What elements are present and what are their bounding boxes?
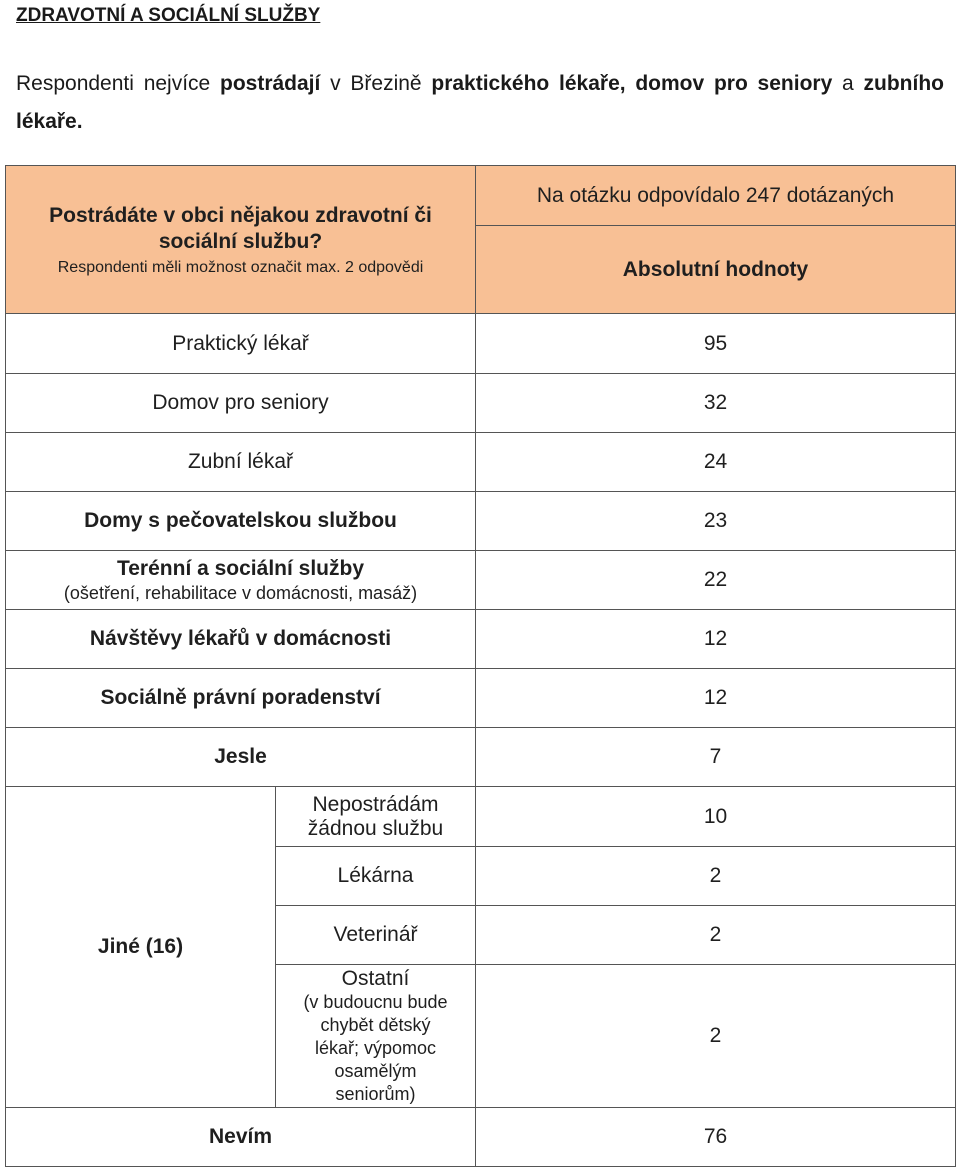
table-row [6, 374, 956, 433]
section-heading: ZDRAVOTNÍ A SOCIÁLNÍ SLUŽBY [16, 5, 321, 26]
other-item-label: Ostatní (v budoucnu bude chybět dětský lékař; výpomoc osamělým seniorům) [276, 965, 476, 1108]
row-value: 23 [476, 492, 956, 551]
table-row [6, 669, 956, 728]
row-label: Návštěvy lékařů v domácnosti [6, 610, 476, 669]
table-row [6, 551, 956, 610]
other-item-value: 2 [476, 965, 956, 1108]
other-item-value: 10 [476, 787, 956, 847]
question-note: Respondenti měli možnost označit max. 2 odpovědi [57, 258, 424, 276]
respondents-count: Na otázku odpovídalo 247 dotázaných [476, 166, 956, 226]
question-title: Postrádáte v obci nějakou zdravotní či sociální službu? [49, 203, 432, 253]
row-value: 76 [476, 1108, 956, 1167]
row-label: Praktický lékař [6, 314, 476, 374]
row-value: 95 [476, 314, 956, 374]
row-label: Sociálně právní poradenství [6, 669, 476, 728]
value-column-header: Absolutní hodnoty [476, 226, 956, 314]
row-label: Nevím [6, 1108, 476, 1167]
other-item-label: Veterinář [276, 906, 476, 965]
intro-text-4: praktického lékaře, domov pro seniory [431, 72, 833, 95]
other-item-value: 2 [476, 906, 956, 965]
question-cell [6, 166, 476, 314]
other-item-value: 2 [476, 847, 956, 906]
other-item-label: Lékárna [276, 847, 476, 906]
intro-text-3: v Březině [320, 72, 432, 95]
row-label: Domy s pečovatelskou službou [6, 492, 476, 551]
intro-text-6: zubního lékaře. [16, 72, 944, 133]
row-label: Jesle [6, 728, 476, 787]
row-label: Terénní a sociální služby [116, 556, 365, 580]
intro-text-1: Respondenti nejvíce [16, 72, 220, 95]
row-value: 32 [476, 374, 956, 433]
row-label-cell [6, 551, 476, 610]
table-row [6, 433, 956, 492]
other-group-label: Jiné (16) [6, 787, 276, 1108]
table-row [6, 610, 956, 669]
table-row [6, 1108, 956, 1167]
row-label: Zubní lékař [6, 433, 476, 492]
other-item-label: Nepostrádám žádnou službu [276, 787, 476, 847]
row-value: 12 [476, 610, 956, 669]
survey-table [5, 165, 956, 1167]
row-value: 22 [476, 551, 956, 610]
table-row [6, 492, 956, 551]
table-row [6, 314, 956, 374]
table-row [6, 728, 956, 787]
intro-text-5: a [832, 72, 864, 95]
row-sublabel: (ošetření, rehabilitace v domácnosti, masáž) [63, 582, 418, 603]
row-label: Domov pro seniory [6, 374, 476, 433]
row-value: 24 [476, 433, 956, 492]
intro-text-2: postrádají [220, 72, 321, 95]
other-row [6, 787, 956, 847]
row-value: 7 [476, 728, 956, 787]
row-value: 12 [476, 669, 956, 728]
intro-paragraph [16, 65, 944, 141]
table-header-row-1 [6, 166, 956, 226]
